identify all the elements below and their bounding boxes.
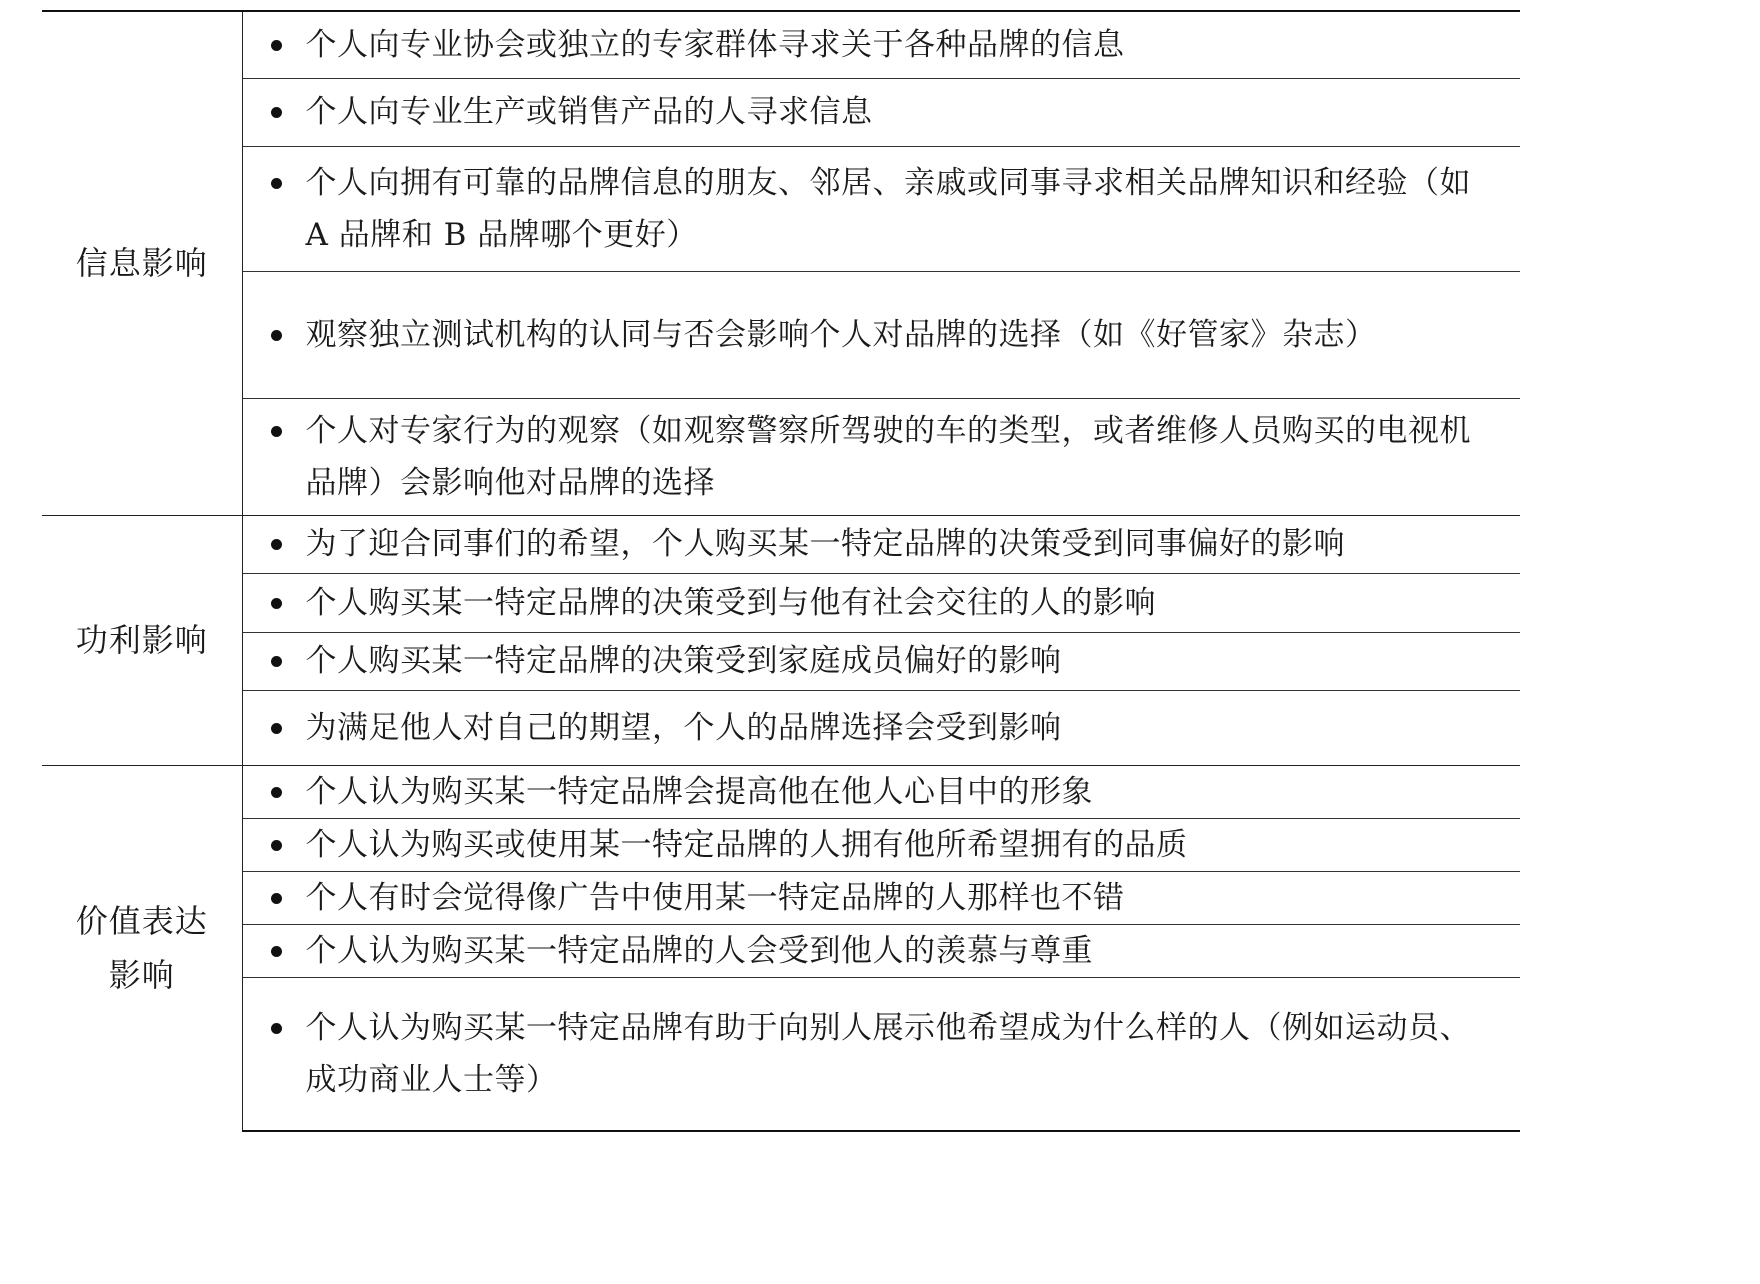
item-text: 个人购买某一特定品牌的决策受到与他有社会交往的人的影响 xyxy=(305,584,1156,621)
bullet-icon xyxy=(271,539,282,550)
table-row xyxy=(42,632,1520,690)
item-cell xyxy=(242,78,1520,146)
category-cell xyxy=(42,11,242,515)
item-cell xyxy=(242,924,1520,977)
bullet-icon xyxy=(271,598,282,609)
item-text: 个人向拥有可靠的品牌信息的朋友、邻居、亲戚或同事寻求相关品牌知识和经验（如 A 品牌和 B 品牌哪个更好） xyxy=(305,164,1471,253)
item-cell xyxy=(242,818,1520,871)
bullet-icon xyxy=(271,946,282,957)
item-cell xyxy=(242,632,1520,690)
item-text: 个人认为购买或使用某一特定品牌的人拥有他所希望拥有的品质 xyxy=(305,826,1188,863)
table-row xyxy=(42,871,1520,924)
table-row xyxy=(42,515,1520,573)
item-text: 个人认为购买某一特定品牌有助于向别人展示他希望成为什么样的人（例如运动员、成功商业人士等） xyxy=(305,1009,1471,1098)
item-text: 个人认为购买某一特定品牌的人会受到他人的羡慕与尊重 xyxy=(305,932,1093,969)
item-cell xyxy=(242,871,1520,924)
item-text: 个人购买某一特定品牌的决策受到家庭成员偏好的影响 xyxy=(305,643,1062,679)
table-row xyxy=(42,78,1520,146)
category-label: 信息影响 xyxy=(75,244,208,283)
bullet-icon xyxy=(271,787,282,798)
category-label: 影响 xyxy=(108,956,175,995)
table-row xyxy=(42,271,1520,398)
table-row xyxy=(42,977,1520,1131)
item-text: 个人有时会觉得像广告中使用某一特定品牌的人那样也不错 xyxy=(305,879,1125,916)
item-text: 为满足他人对自己的期望，个人的品牌选择会受到影响 xyxy=(305,709,1062,746)
item-text: 个人对专家行为的观察（如观察警察所驾驶的车的类型，或者维修人员购买的电视机品牌）会影响他对品牌的选择 xyxy=(305,412,1471,501)
table-row xyxy=(42,573,1520,632)
table-row xyxy=(42,11,1520,78)
table-row xyxy=(42,690,1520,765)
item-cell xyxy=(242,690,1520,765)
item-cell xyxy=(242,398,1520,515)
item-text: 个人向专业生产或销售产品的人寻求信息 xyxy=(305,94,873,130)
bullet-icon xyxy=(271,656,282,667)
item-cell xyxy=(242,11,1520,78)
category-cell xyxy=(42,515,242,765)
bullet-icon xyxy=(271,330,282,341)
category-cell xyxy=(42,765,242,1131)
bullet-icon xyxy=(271,40,282,51)
table-row xyxy=(42,765,1520,818)
bullet-icon xyxy=(271,893,282,904)
item-cell xyxy=(242,765,1520,818)
item-text: 观察独立测试机构的认同与否会影响个人对品牌的选择（如《好管家》杂志） xyxy=(305,316,1377,353)
bullet-icon xyxy=(271,840,282,851)
bullet-icon xyxy=(271,178,282,189)
table-row xyxy=(42,398,1520,515)
category-label: 功利影响 xyxy=(75,621,208,659)
reference-group-influence-table xyxy=(42,10,1520,1132)
table-row xyxy=(42,924,1520,977)
table-row xyxy=(42,146,1520,271)
item-cell xyxy=(242,977,1520,1131)
item-text: 个人向专业协会或独立的专家群体寻求关于各种品牌的信息 xyxy=(305,26,1125,63)
category-label: 价值表达 xyxy=(75,902,208,941)
bullet-icon xyxy=(271,107,282,118)
item-cell xyxy=(242,146,1520,271)
bullet-icon xyxy=(271,1023,282,1034)
item-cell xyxy=(242,573,1520,632)
item-text: 为了迎合同事们的希望，个人购买某一特定品牌的决策受到同事偏好的影响 xyxy=(305,526,1345,562)
bullet-icon xyxy=(271,723,282,734)
bullet-icon xyxy=(271,426,282,437)
item-cell xyxy=(242,271,1520,398)
table-row xyxy=(42,818,1520,871)
item-text: 个人认为购买某一特定品牌会提高他在他人心目中的形象 xyxy=(305,773,1093,810)
item-cell xyxy=(242,515,1520,573)
